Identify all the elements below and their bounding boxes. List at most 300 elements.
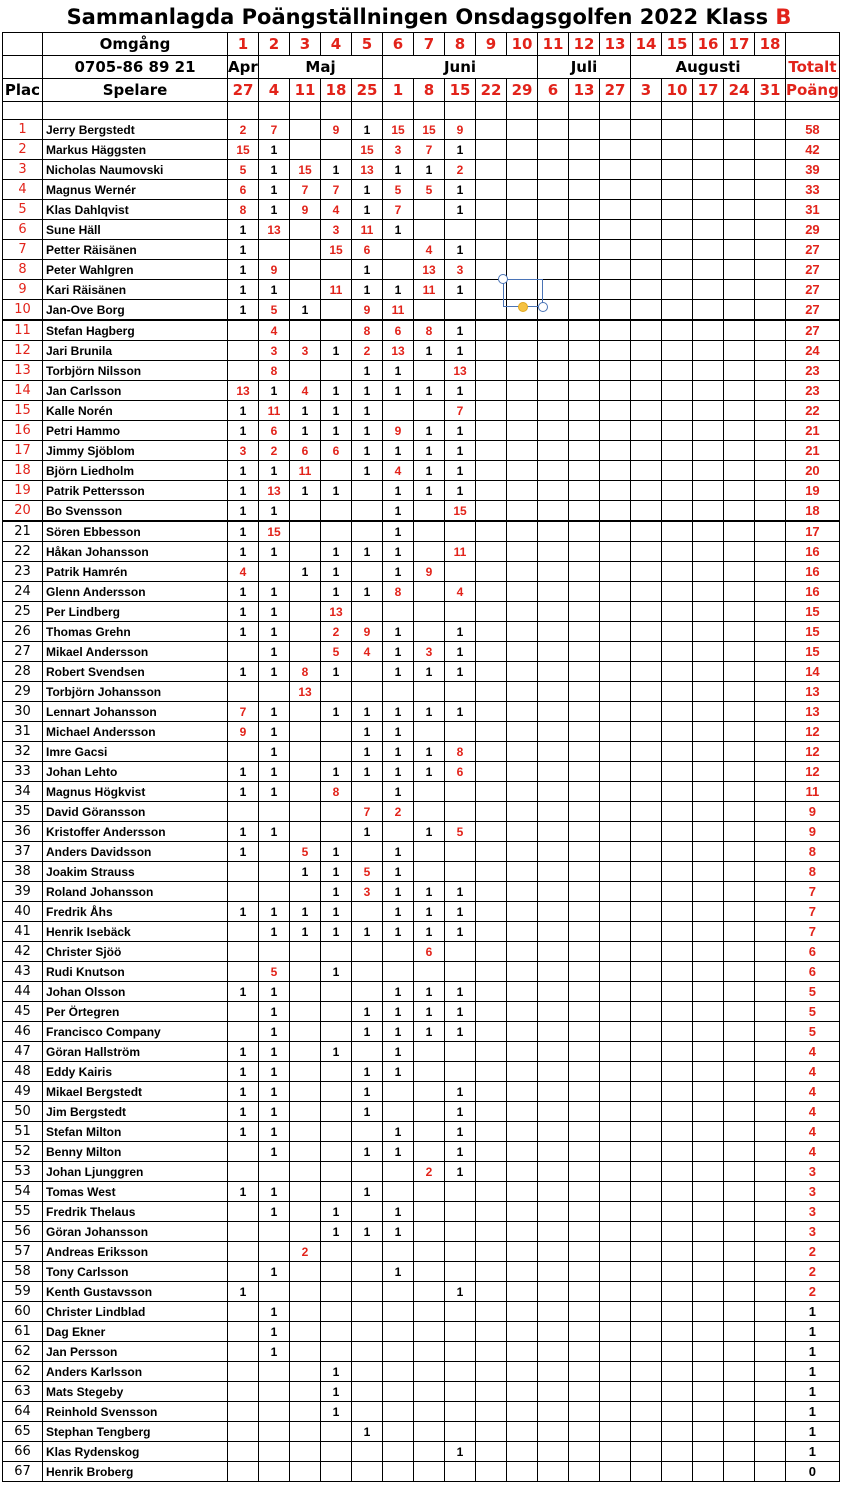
score-cell	[290, 942, 321, 962]
score-cell: 1	[290, 300, 321, 321]
score-cell	[538, 120, 569, 140]
player-name-cell: Robert Svendsen	[43, 662, 228, 682]
score-cell	[259, 1222, 290, 1242]
score-cell	[755, 1282, 786, 1302]
score-cell	[755, 461, 786, 481]
score-cell	[662, 1302, 693, 1322]
score-cell	[724, 220, 755, 240]
score-cell	[507, 562, 538, 582]
score-cell	[631, 1002, 662, 1022]
score-cell	[724, 742, 755, 762]
score-cell: 1	[383, 762, 414, 782]
table-row	[3, 1002, 840, 1022]
score-cell	[414, 582, 445, 602]
table-row	[3, 622, 840, 642]
score-cell	[538, 902, 569, 922]
round-number: 17	[724, 33, 755, 56]
score-cell: 1	[352, 401, 383, 421]
score-cell	[755, 1102, 786, 1122]
score-cell	[538, 702, 569, 722]
score-cell	[507, 200, 538, 220]
score-cell	[538, 1242, 569, 1262]
plac-cell: 64	[3, 1402, 43, 1422]
score-cell: 1	[414, 381, 445, 401]
score-cell: 1	[445, 320, 476, 341]
score-cell	[476, 1202, 507, 1222]
score-cell	[321, 1142, 352, 1162]
score-cell	[476, 542, 507, 562]
score-cell	[414, 1182, 445, 1202]
score-cell: 1	[228, 421, 259, 441]
score-cell: 1	[414, 441, 445, 461]
score-cell	[693, 160, 724, 180]
score-cell	[569, 622, 600, 642]
score-cell	[693, 682, 724, 702]
total-cell: 0	[786, 1462, 840, 1482]
score-cell: 9	[352, 622, 383, 642]
score-cell: 13	[445, 361, 476, 381]
score-cell: 1	[228, 481, 259, 501]
score-cell: 9	[228, 722, 259, 742]
score-cell	[538, 1322, 569, 1342]
score-cell	[631, 521, 662, 542]
score-cell	[755, 842, 786, 862]
score-cell: 1	[228, 1282, 259, 1302]
score-cell: 6	[383, 320, 414, 341]
score-cell: 9	[259, 260, 290, 280]
score-cell	[600, 1022, 631, 1042]
score-cell	[662, 200, 693, 220]
score-cell: 6	[445, 762, 476, 782]
score-cell: 3	[383, 140, 414, 160]
table-row	[3, 1402, 840, 1422]
score-cell	[693, 802, 724, 822]
score-cell: 5	[290, 842, 321, 862]
score-cell	[569, 200, 600, 220]
score-cell	[538, 521, 569, 542]
table-row	[3, 862, 840, 882]
score-cell: 1	[228, 602, 259, 622]
score-cell	[569, 481, 600, 501]
score-cell: 1	[445, 280, 476, 300]
score-cell	[600, 662, 631, 682]
score-cell	[507, 1422, 538, 1442]
score-cell	[693, 542, 724, 562]
player-name-cell: Björn Liedholm	[43, 461, 228, 481]
score-cell	[755, 862, 786, 882]
score-cell: 1	[228, 982, 259, 1002]
score-cell	[693, 200, 724, 220]
score-cell	[662, 1422, 693, 1442]
score-cell	[631, 782, 662, 802]
score-cell	[631, 1382, 662, 1402]
plac-cell: 26	[3, 622, 43, 642]
score-cell	[600, 280, 631, 300]
score-cell	[662, 622, 693, 642]
score-cell: 1	[290, 922, 321, 942]
resize-handle-bottom-right[interactable]	[538, 302, 548, 312]
score-cell	[228, 1022, 259, 1042]
score-cell: 1	[383, 501, 414, 522]
plac-cell: 33	[3, 762, 43, 782]
plac-cell: 41	[3, 922, 43, 942]
score-cell	[724, 642, 755, 662]
round-number: 8	[445, 33, 476, 56]
score-cell	[600, 1322, 631, 1342]
score-cell	[507, 742, 538, 762]
score-cell	[755, 140, 786, 160]
score-cell	[414, 1302, 445, 1322]
score-cell	[538, 200, 569, 220]
score-cell: 4	[383, 461, 414, 481]
player-name-cell: Mikael Bergstedt	[43, 1082, 228, 1102]
score-cell	[600, 962, 631, 982]
score-cell	[445, 1262, 476, 1282]
score-cell	[414, 1402, 445, 1422]
score-cell	[755, 1302, 786, 1322]
score-cell	[755, 240, 786, 260]
score-cell	[538, 1062, 569, 1082]
score-cell	[507, 240, 538, 260]
score-cell: 1	[352, 1182, 383, 1202]
score-cell: 1	[383, 160, 414, 180]
table-row	[3, 180, 840, 200]
score-cell	[538, 882, 569, 902]
score-cell	[693, 1002, 724, 1022]
player-name-cell: Glenn Andersson	[43, 582, 228, 602]
table-row	[3, 822, 840, 842]
total-cell: 4	[786, 1142, 840, 1162]
round-day: 15	[445, 79, 476, 102]
score-cell	[538, 1442, 569, 1462]
score-cell	[476, 742, 507, 762]
score-cell	[755, 341, 786, 361]
score-cell	[631, 902, 662, 922]
round-number: 15	[662, 33, 693, 56]
round-number: 6	[383, 33, 414, 56]
total-cell: 6	[786, 962, 840, 982]
total-cell: 1	[786, 1322, 840, 1342]
score-cell	[290, 240, 321, 260]
score-cell	[476, 682, 507, 702]
player-name-cell: Per Lindberg	[43, 602, 228, 622]
score-cell	[538, 802, 569, 822]
total-cell: 1	[786, 1402, 840, 1422]
score-cell	[631, 1342, 662, 1362]
score-cell	[352, 1262, 383, 1282]
plac-cell: 4	[3, 180, 43, 200]
score-cell	[228, 1142, 259, 1162]
score-cell	[724, 1142, 755, 1162]
score-cell	[538, 982, 569, 1002]
score-cell: 11	[383, 300, 414, 321]
poang-label: Poäng	[786, 79, 840, 102]
score-cell	[600, 1002, 631, 1022]
score-cell	[662, 1382, 693, 1402]
score-cell	[321, 1462, 352, 1482]
total-cell: 7	[786, 882, 840, 902]
score-cell	[693, 622, 724, 642]
score-cell: 2	[228, 120, 259, 140]
score-cell	[414, 622, 445, 642]
score-cell	[755, 1002, 786, 1022]
plac-cell: 39	[3, 882, 43, 902]
score-cell	[755, 1462, 786, 1482]
total-cell: 1	[786, 1422, 840, 1442]
plac-cell: 62	[3, 1362, 43, 1382]
table-row	[3, 320, 840, 341]
score-cell	[569, 1342, 600, 1362]
score-cell	[228, 1202, 259, 1222]
score-cell: 1	[228, 842, 259, 862]
score-cell	[724, 542, 755, 562]
score-cell	[321, 361, 352, 381]
plac-cell: 44	[3, 982, 43, 1002]
score-cell: 1	[228, 902, 259, 922]
round-header-row	[3, 33, 840, 56]
score-cell: 1	[383, 1022, 414, 1042]
player-name-cell: Dag Ekner	[43, 1322, 228, 1342]
score-cell	[755, 1202, 786, 1222]
score-cell	[476, 160, 507, 180]
resize-handle-top-left[interactable]	[498, 274, 508, 284]
score-cell	[600, 160, 631, 180]
score-cell	[476, 240, 507, 260]
score-cell	[507, 1062, 538, 1082]
score-cell	[724, 702, 755, 722]
total-cell: 4	[786, 1122, 840, 1142]
score-cell	[259, 562, 290, 582]
score-cell	[414, 1462, 445, 1482]
score-cell: 1	[259, 200, 290, 220]
table-row	[3, 682, 840, 702]
score-cell	[662, 280, 693, 300]
score-cell: 1	[414, 702, 445, 722]
score-cell	[383, 1102, 414, 1122]
score-cell	[290, 822, 321, 842]
score-cell	[507, 421, 538, 441]
title-klass: B	[775, 5, 792, 29]
score-cell: 1	[259, 160, 290, 180]
score-cell	[321, 822, 352, 842]
score-cell: 1	[445, 461, 476, 481]
score-cell	[600, 1142, 631, 1162]
total-cell: 1	[786, 1342, 840, 1362]
score-cell	[569, 842, 600, 862]
score-cell	[724, 461, 755, 481]
score-cell	[321, 1442, 352, 1462]
score-cell: 1	[445, 922, 476, 942]
score-cell	[662, 822, 693, 842]
score-cell: 1	[445, 140, 476, 160]
score-cell	[476, 822, 507, 842]
score-cell	[569, 882, 600, 902]
plac-cell: 45	[3, 1002, 43, 1022]
score-cell	[538, 1082, 569, 1102]
score-cell	[476, 882, 507, 902]
score-cell	[631, 1182, 662, 1202]
score-cell: 1	[445, 1102, 476, 1122]
score-cell	[724, 1262, 755, 1282]
total-cell: 1	[786, 1442, 840, 1462]
score-cell	[693, 240, 724, 260]
score-cell: 1	[352, 922, 383, 942]
score-cell	[352, 942, 383, 962]
score-cell	[352, 562, 383, 582]
score-cell	[290, 802, 321, 822]
score-cell	[662, 461, 693, 481]
score-cell	[631, 882, 662, 902]
score-cell	[476, 1182, 507, 1202]
player-name-cell: Torbjörn Johansson	[43, 682, 228, 702]
table-row	[3, 562, 840, 582]
score-cell	[538, 662, 569, 682]
total-cell: 2	[786, 1242, 840, 1262]
score-cell	[507, 1242, 538, 1262]
score-cell	[538, 1022, 569, 1042]
score-cell: 1	[321, 160, 352, 180]
score-cell	[662, 180, 693, 200]
score-cell	[724, 862, 755, 882]
score-cell	[290, 1302, 321, 1322]
score-cell	[538, 1142, 569, 1162]
score-cell	[352, 1242, 383, 1262]
score-cell	[538, 320, 569, 341]
score-cell	[538, 1002, 569, 1022]
score-cell	[259, 1462, 290, 1482]
score-cell	[600, 361, 631, 381]
plac-cell: 11	[3, 320, 43, 341]
score-cell: 9	[383, 421, 414, 441]
total-cell: 12	[786, 762, 840, 782]
score-cell: 2	[352, 341, 383, 361]
score-cell	[631, 421, 662, 441]
score-cell	[445, 1182, 476, 1202]
score-cell	[259, 1442, 290, 1462]
score-cell	[476, 982, 507, 1002]
score-cell	[259, 682, 290, 702]
score-cell	[538, 1302, 569, 1322]
table-row	[3, 662, 840, 682]
score-cell	[755, 521, 786, 542]
score-cell	[476, 1402, 507, 1422]
total-cell: 22	[786, 401, 840, 421]
score-cell	[755, 1242, 786, 1262]
score-cell	[538, 622, 569, 642]
total-cell: 16	[786, 582, 840, 602]
score-cell	[631, 260, 662, 280]
table-row	[3, 1182, 840, 1202]
score-cell: 1	[352, 722, 383, 742]
score-cell	[662, 1222, 693, 1242]
score-cell: 1	[352, 822, 383, 842]
score-cell: 1	[445, 180, 476, 200]
plac-cell: 16	[3, 421, 43, 441]
score-cell: 1	[228, 501, 259, 522]
score-cell	[693, 220, 724, 240]
score-cell: 7	[414, 140, 445, 160]
plac-cell: 23	[3, 562, 43, 582]
score-cell	[228, 1462, 259, 1482]
table-row	[3, 1422, 840, 1442]
score-cell	[507, 1282, 538, 1302]
total-cell: 7	[786, 922, 840, 942]
score-cell	[290, 320, 321, 341]
score-cell	[693, 1242, 724, 1262]
score-cell	[476, 1222, 507, 1242]
total-cell: 27	[786, 300, 840, 321]
score-cell	[476, 341, 507, 361]
table-row	[3, 1082, 840, 1102]
score-cell	[693, 1182, 724, 1202]
score-cell	[724, 902, 755, 922]
score-cell	[662, 401, 693, 421]
score-cell	[476, 722, 507, 742]
score-cell: 1	[259, 1022, 290, 1042]
total-cell: 4	[786, 1062, 840, 1082]
score-cell: 9	[445, 120, 476, 140]
round-day: 6	[538, 79, 569, 102]
table-row	[3, 582, 840, 602]
score-cell	[631, 1102, 662, 1122]
table-row	[3, 902, 840, 922]
score-cell	[352, 782, 383, 802]
score-cell: 1	[259, 1262, 290, 1282]
score-cell	[259, 240, 290, 260]
adjust-handle[interactable]	[518, 302, 528, 312]
score-cell	[755, 1362, 786, 1382]
score-cell	[662, 662, 693, 682]
score-cell: 1	[383, 1262, 414, 1282]
score-cell: 15	[352, 140, 383, 160]
score-cell	[538, 361, 569, 381]
score-cell	[507, 220, 538, 240]
score-cell	[662, 1262, 693, 1282]
score-cell	[290, 1222, 321, 1242]
score-cell	[724, 1302, 755, 1322]
player-name-cell: Göran Hallström	[43, 1042, 228, 1062]
score-cell	[600, 822, 631, 842]
score-cell: 1	[352, 180, 383, 200]
round-day: 27	[600, 79, 631, 102]
score-cell	[445, 602, 476, 622]
score-cell	[476, 381, 507, 401]
score-cell	[507, 962, 538, 982]
total-cell: 15	[786, 622, 840, 642]
score-cell: 1	[321, 702, 352, 722]
score-cell: 1	[445, 481, 476, 501]
score-cell	[600, 842, 631, 862]
score-cell	[507, 762, 538, 782]
score-cell	[321, 521, 352, 542]
score-cell	[507, 622, 538, 642]
score-cell	[662, 1282, 693, 1302]
score-cell	[755, 562, 786, 582]
score-cell	[352, 1202, 383, 1222]
score-cell	[600, 200, 631, 220]
score-cell	[290, 762, 321, 782]
score-cell	[631, 280, 662, 300]
score-cell	[476, 1122, 507, 1142]
score-cell	[476, 1262, 507, 1282]
score-cell	[662, 220, 693, 240]
score-cell	[724, 982, 755, 1002]
score-cell	[228, 642, 259, 662]
score-cell: 1	[383, 922, 414, 942]
score-cell	[755, 1402, 786, 1422]
score-cell	[755, 1182, 786, 1202]
score-cell	[290, 1362, 321, 1382]
